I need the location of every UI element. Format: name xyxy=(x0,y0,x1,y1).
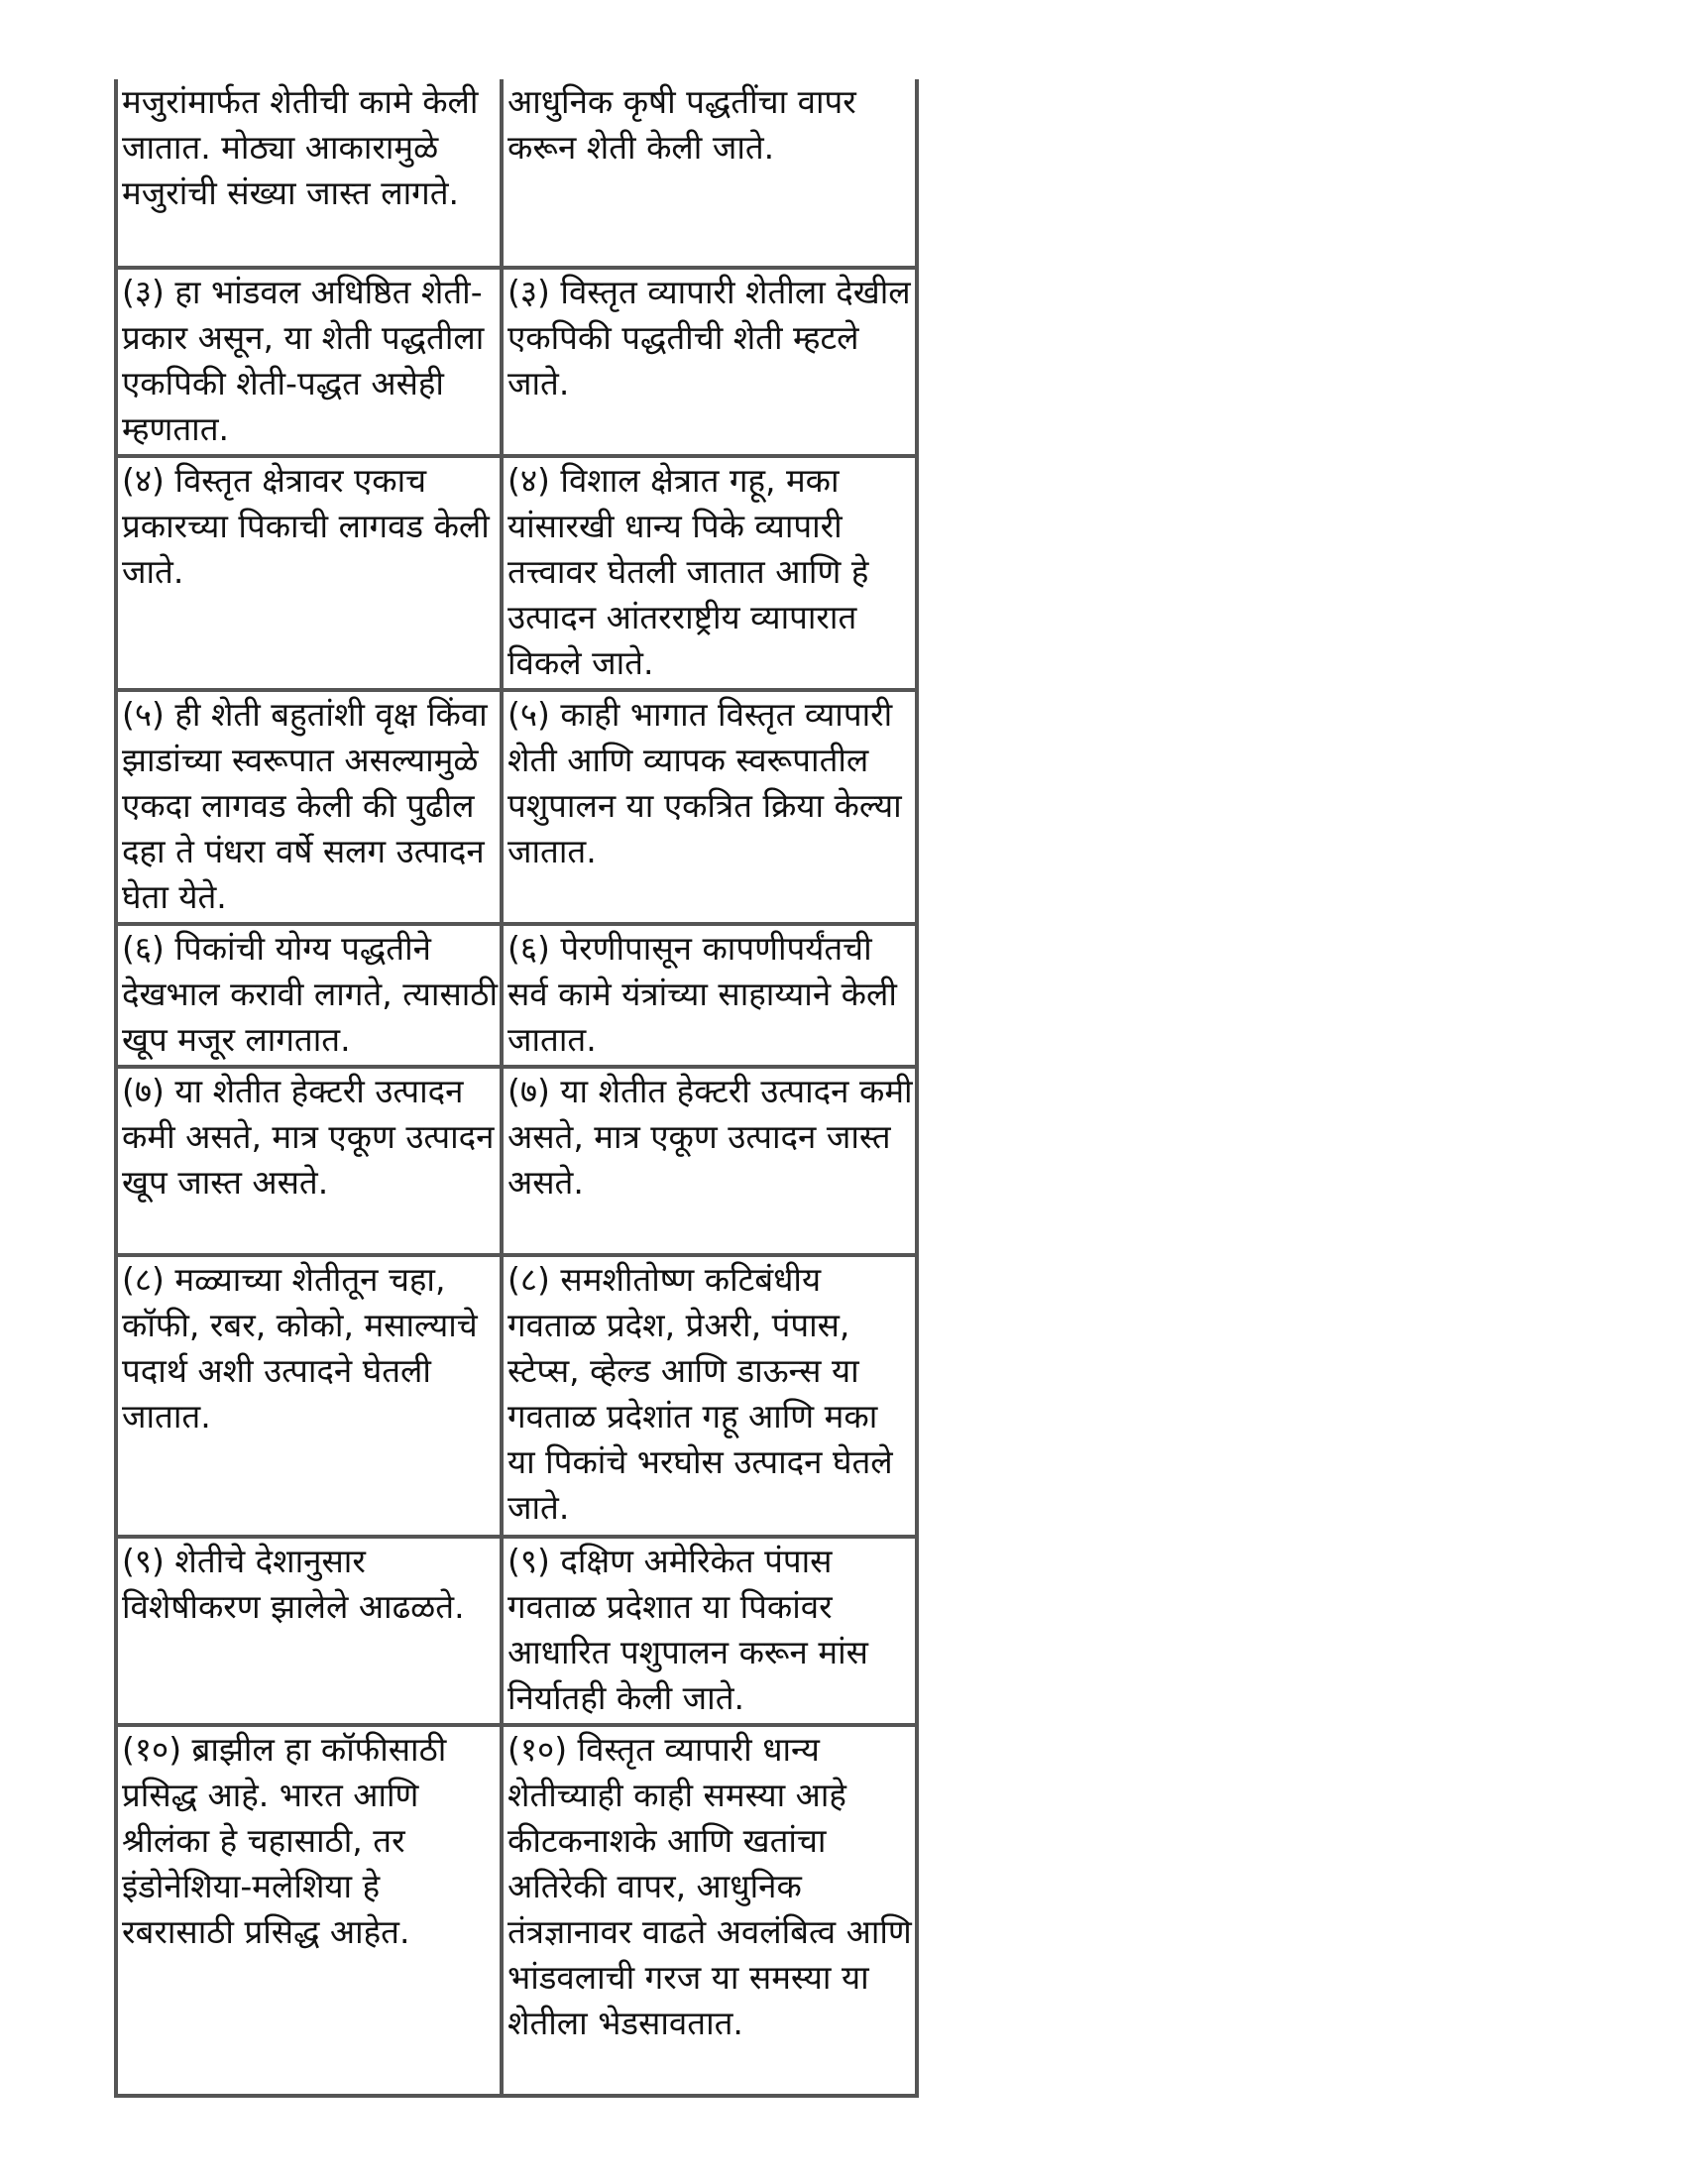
table-cell-right: आधुनिक कृषी पद्धतींचा वापर करून शेती केली जाते. xyxy=(502,79,917,268)
table-cell-left: (३) हा भांडवल अधिष्ठित शेती-प्रकार असून, या शेती पद्धतीला एकपिकी शेती-पद्धत असेही म्हणतात. xyxy=(116,268,502,456)
table-cell-left: (८) मळ्याच्या शेतीतून चहा, कॉफी, रबर, कोको, मसाल्याचे पदार्थ अशी उत्पादने घेतली जातात. xyxy=(116,1255,502,1537)
table-cell-left: मजुरांमार्फत शेतीची कामे केली जातात. मोठ्या आकारामुळे मजुरांची संख्या जास्त लागते. xyxy=(116,79,502,268)
table-cell-right: (१०) विस्तृत व्यापारी धान्य शेतीच्याही काही समस्या आहे कीटकनाशके आणि खतांचा अतिरेकी वापर, आधुनिक तंत्रज्ञानावर वाढते अवलंबित्व आणि भांडवलाची गरज या समस्या या शेतीला भेडसावतात. xyxy=(502,1725,917,2096)
table-row xyxy=(116,690,917,924)
table-cell-right: (४) विशाल क्षेत्रात गहू, मका यांसारखी धान्य पिके व्यापारी तत्त्वावर घेतली जातात आणि हे उत्पादन आंतरराष्ट्रीय व्यापारात विकले जाते. xyxy=(502,456,917,690)
table-cell-right: (९) दक्षिण अमेरिकेत पंपास गवताळ प्रदेशात या पिकांवर आधारित पशुपालन करून मांस निर्यातही केली जाते. xyxy=(502,1537,917,1725)
table-cell-right: (७) या शेतीत हेक्टरी उत्पादन कमी असते, मात्र एकूण उत्पादन जास्त असते. xyxy=(502,1067,917,1255)
table-cell-right: (८) समशीतोष्ण कटिबंधीय गवताळ प्रदेश, प्रेअरी, पंपास, स्टेप्स, व्हेल्ड आणि डाऊन्स या गवताळ प्रदेशांत गहू आणि मका या पिकांचे भरघोस उत्पादन घेतले जाते. xyxy=(502,1255,917,1537)
table-cell-right: (५) काही भागात विस्तृत व्यापारी शेती आणि व्यापक स्वरूपातील पशुपालन या एकत्रित क्रिया केल्या जातात. xyxy=(502,690,917,924)
table-cell-left: (७) या शेतीत हेक्टरी उत्पादन कमी असते, मात्र एकूण उत्पादन खूप जास्त असते. xyxy=(116,1067,502,1255)
comparison-table xyxy=(114,79,919,2098)
table-row xyxy=(116,1255,917,1537)
table-cell-left: (६) पिकांची योग्य पद्धतीने देखभाल करावी लागते, त्यासाठी खूप मजूर लागतात. xyxy=(116,924,502,1067)
table-cell-left: (९) शेतीचे देशानुसार विशेषीकरण झालेले आढळते. xyxy=(116,1537,502,1725)
table-row xyxy=(116,1067,917,1255)
table-cell-left: (४) विस्तृत क्षेत्रावर एकाच प्रकारच्या पिकाची लागवड केली जाते. xyxy=(116,456,502,690)
table-row xyxy=(116,456,917,690)
table-cell-left: (५) ही शेती बहुतांशी वृक्ष किंवा झाडांच्या स्वरूपात असल्यामुळे एकदा लागवड केली की पुढील दहा ते पंधरा वर्षे सलग उत्पादन घेता येते. xyxy=(116,690,502,924)
table-row xyxy=(116,1537,917,1725)
table-cell-left: (१०) ब्राझील हा कॉफीसाठी प्रसिद्ध आहे. भारत आणि श्रीलंका हे चहासाठी, तर इंडोनेशिया-मलेशिया हे रबरासाठी प्रसिद्ध आहेत. xyxy=(116,1725,502,2096)
table-row xyxy=(116,1725,917,2096)
table-row xyxy=(116,79,917,268)
table-row xyxy=(116,924,917,1067)
table-cell-right: (३) विस्तृत व्यापारी शेतीला देखील एकपिकी पद्धतीची शेती म्हटले जाते. xyxy=(502,268,917,456)
table-row xyxy=(116,268,917,456)
table-cell-right: (६) पेरणीपासून कापणीपर्यंतची सर्व कामे यंत्रांच्या साहाय्याने केली जातात. xyxy=(502,924,917,1067)
